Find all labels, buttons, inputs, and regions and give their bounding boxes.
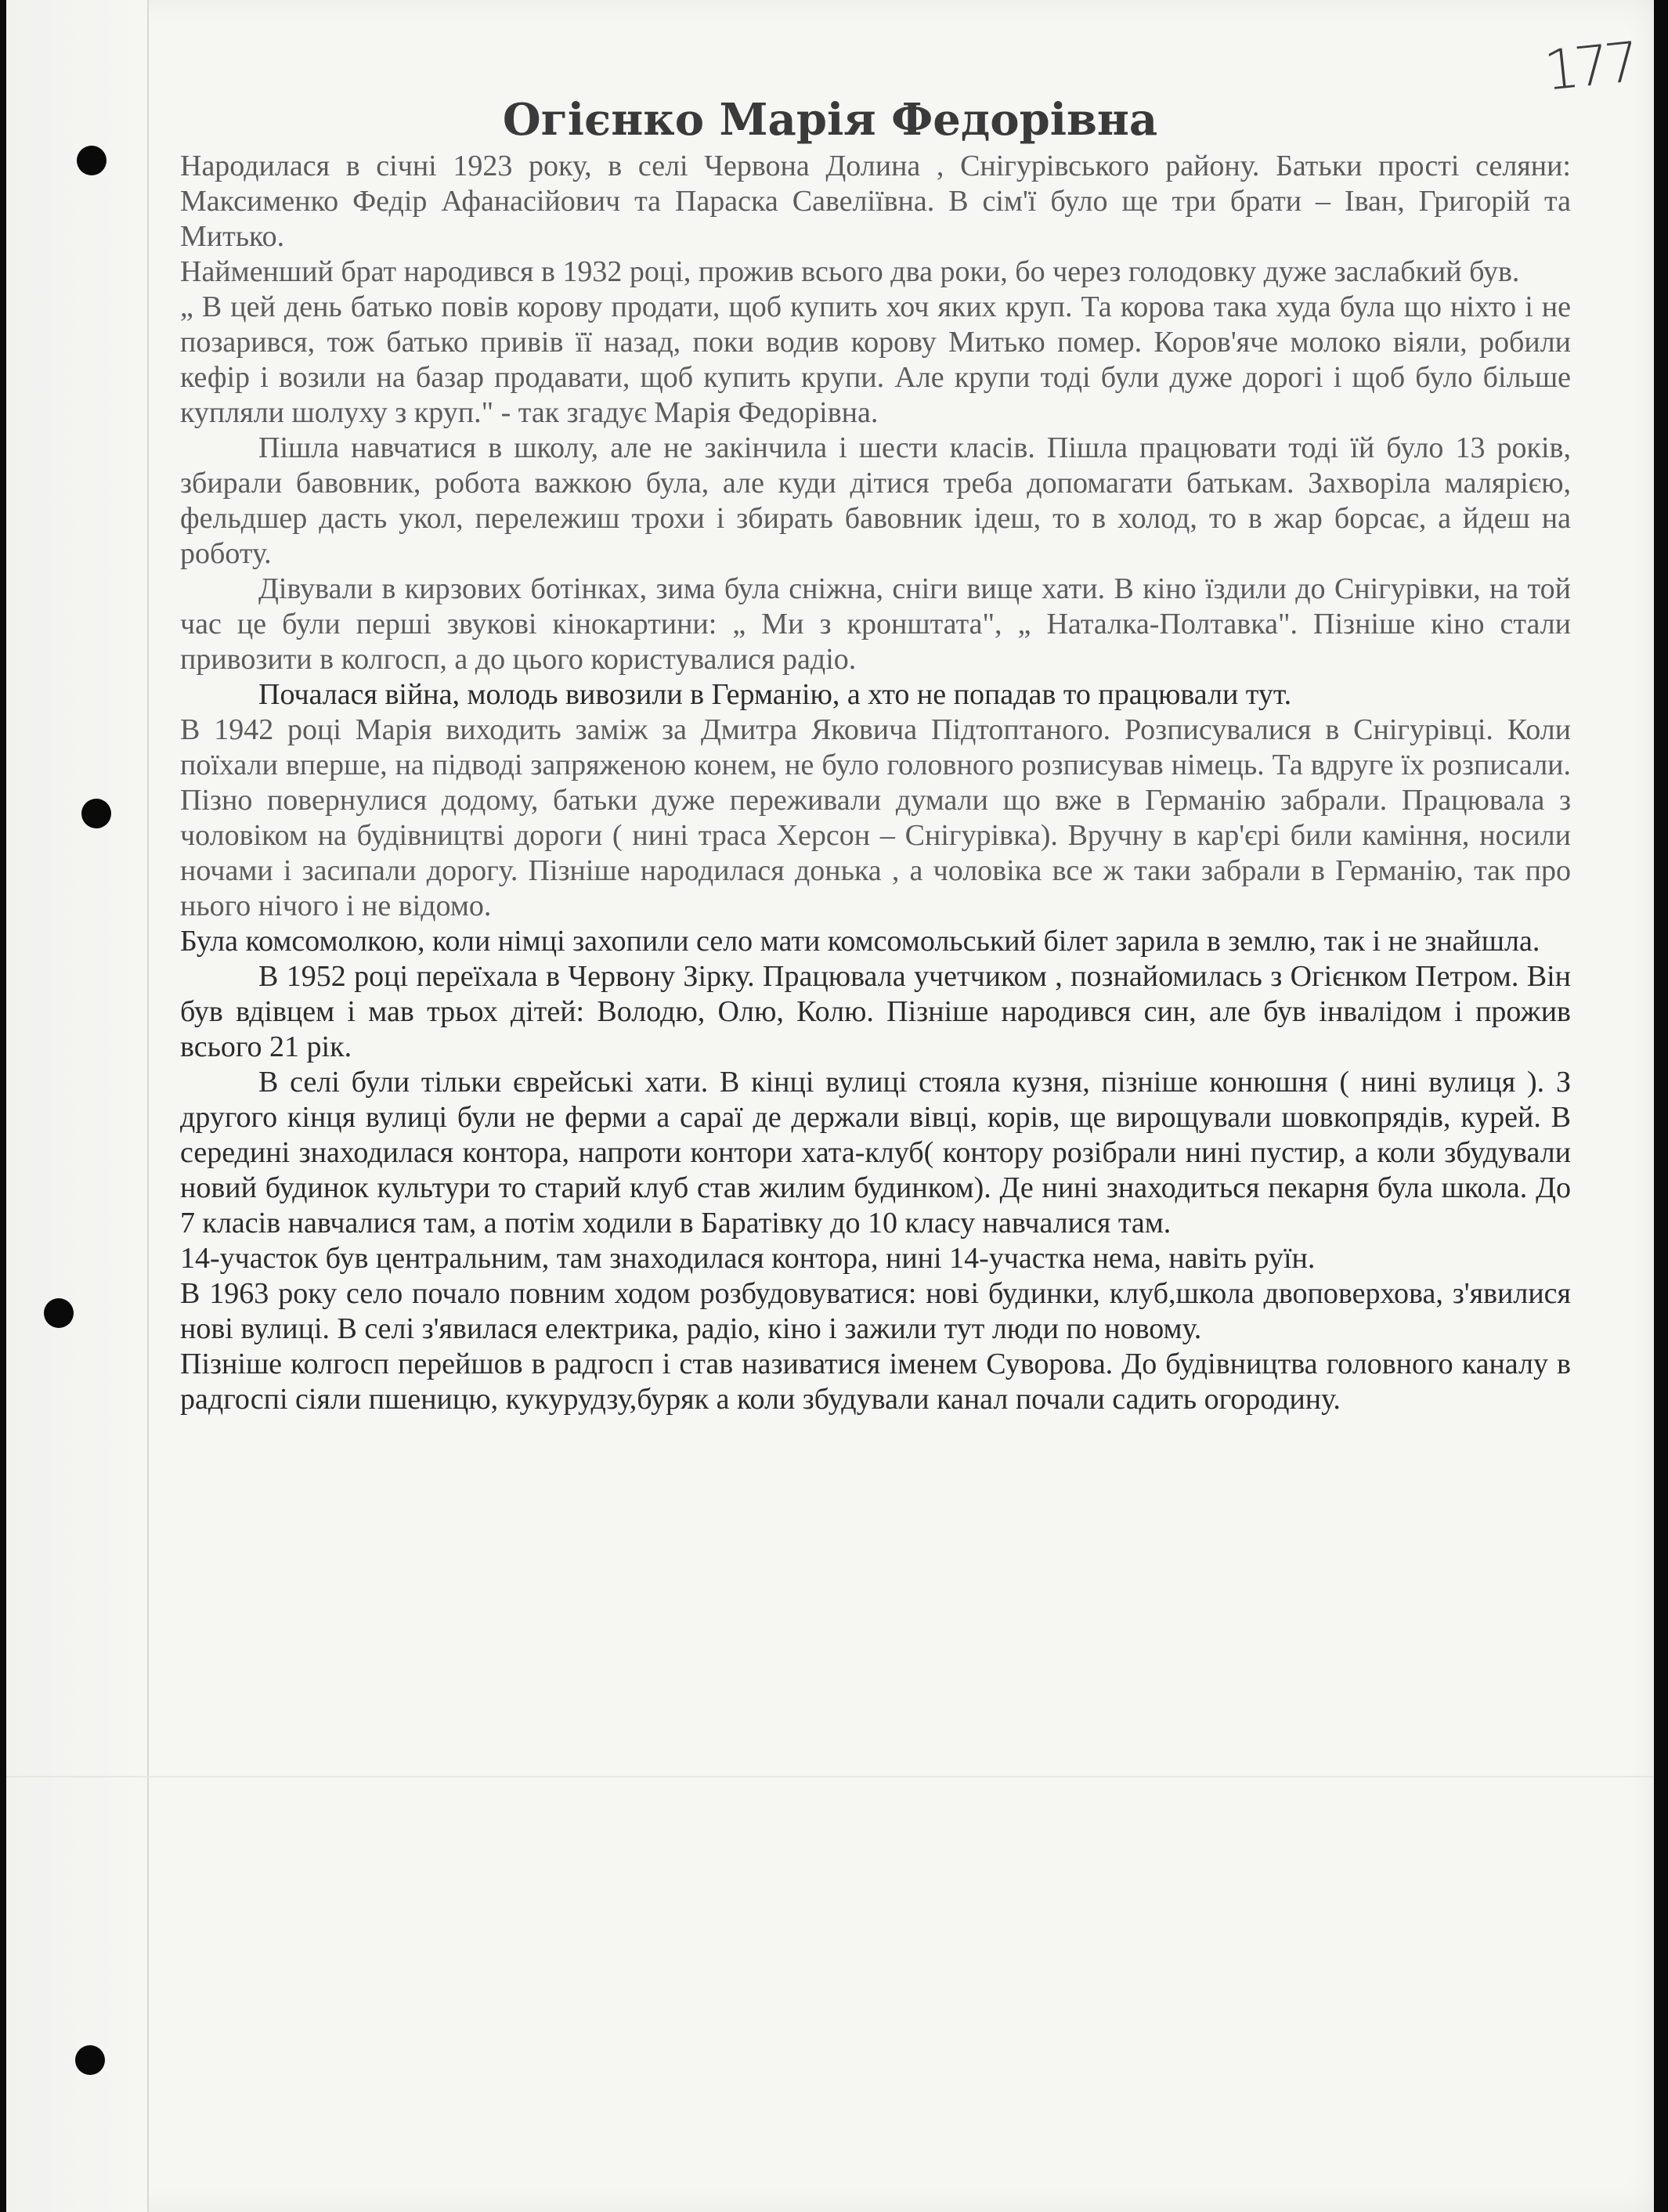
document-page <box>6 0 1654 2212</box>
punch-hole-icon <box>81 799 111 828</box>
paragraph: „ В цей день батько повів корову продати, щоб купить хоч яких круп. Та корова така худа була що ніхто і не позарився, тож батько привів її назад, поки водив корову Митько помер. Коров'яче молоко віяли, робили кефір і возили на базар продавати, щоб купить крупи. Але крупи тоді були дуже дорогі і щоб було більше купляли шолуху з круп." - так згадує Марія Федорівна. <box>180 290 1571 429</box>
paragraph: Почалася війна, молодь вивозили в Германію, а хто не попадав то працювали тут. <box>258 678 1292 711</box>
paragraph: Пізніше колгосп перейшов в радгосп і став називатися іменем Суворова. До будівництва головного каналу в радгоспі сіяли пшеницю, кукурудзу,буряк а коли збудували канал почали садить огородину. <box>180 1348 1571 1416</box>
paragraph: Найменший брат народився в 1932 році, прожив всього два роки, бо через голодовку дуже заслабкий був. <box>180 255 1520 288</box>
punch-hole-icon <box>44 1298 74 1328</box>
paragraph: Народилася в січні 1923 року, в селі Червона Долина , Снігурівського району. Батьки прості селяни: Максименко Федір Афанасійович та Параска Савеліївна. В сім'ї було ще три брати – Іван, Григорій та Митько. <box>180 150 1571 253</box>
margin-line <box>147 0 149 2212</box>
paragraph: Була комсомолкою, коли німці захопили село мати комсомольський білет зарила в землю, так і не знайшла. <box>180 925 1540 958</box>
paragraph: В 1942 році Марія виходить заміж за Дмитра Яковича Підтоптаного. Розписувалися в Снігурівці. Коли поїхали вперше, на підводі запряженою конем, не було головного розписував німець. Та вдруге їх розписали. Пізно повернулися додому, батьки дуже переживали думали що вже в Германію забрали. Працювала з чоловіком на будівництві дороги ( нині траса Херсон – Снігурівка). Вручну в кар'єрі били каміння, носили ночами і засипали дорогу. Пізніше народилася донька , а чоловіка все ж таки забрали в Германію, так про нього нічого і не відомо. <box>180 713 1571 922</box>
page-title: Огієнко Марія Федорівна <box>502 94 1158 146</box>
punch-hole-icon <box>77 146 107 175</box>
paragraph: В селі були тільки єврейські хати. В кінці вулиці стояла кузня, пізніше конюшня ( нині вулиця ). З другого кінця вулиці були не ферми а сараї де держали вівці, корів, ще вирощували шовкопрядів, курей. В середині знаходилася контора, напроти контори хата-клуб( контору розібрали нині пустир, а коли збудували новий будинок культури то старий клуб став жилим будинком). Де нині знаходиться пекарня була школа. До 7 класів навчалися там, а потім ходили в Баратівку до 10 класу навчалися там. <box>180 1066 1571 1240</box>
paragraph: В 1963 року село почало повним ходом розбудовуватися: нові будинки, клуб,школа двоповерхова, з'явилися нові вулиці. В селі з'явилася електрика, радіо, кіно і зажили тут люди по новому. <box>180 1277 1571 1345</box>
paragraph: Пішла навчатися в школу, але не закінчила і шести класів. Пішла працювати тоді їй було 13 років, збирали бавовник, робота важкою була, але куди дітися треба допомагати батькам. Захворіла малярією, фельдшер дасть укол, перележиш трохи і збирать бавовник ідеш, то в холод, то в жар борсає, а йдеш на роботу. <box>180 431 1571 570</box>
document-body <box>180 149 1571 1417</box>
paragraph: Дівували в кирзових ботінках, зима була сніжна, сніги вище хати. В кіно їздили до Снігурівки, на той час це були перші звукові кінокартини: „ Ми з кронштата", „ Наталка-Полтавка". Пізніше кіно стали привозити в колгосп, а до цього користувалися радіо. <box>180 572 1571 676</box>
paragraph: 14-участок був центральним, там знаходилася контора, нині 14-участка нема, навіть руїн. <box>180 1242 1316 1275</box>
archive-page-number: 177 <box>1541 30 1638 103</box>
fold-line <box>6 1776 1654 1777</box>
paragraph: В 1952 році переїхала в Червону Зірку. Працювала учетчиком , познайомилась з Огієнком Петром. Він був вдівцем і мав трьох дітей: Володю, Олю, Колю. Пізніше народився син, але був інвалідом і прожив всього 21 рік. <box>180 960 1571 1063</box>
punch-hole-icon <box>75 2045 105 2075</box>
